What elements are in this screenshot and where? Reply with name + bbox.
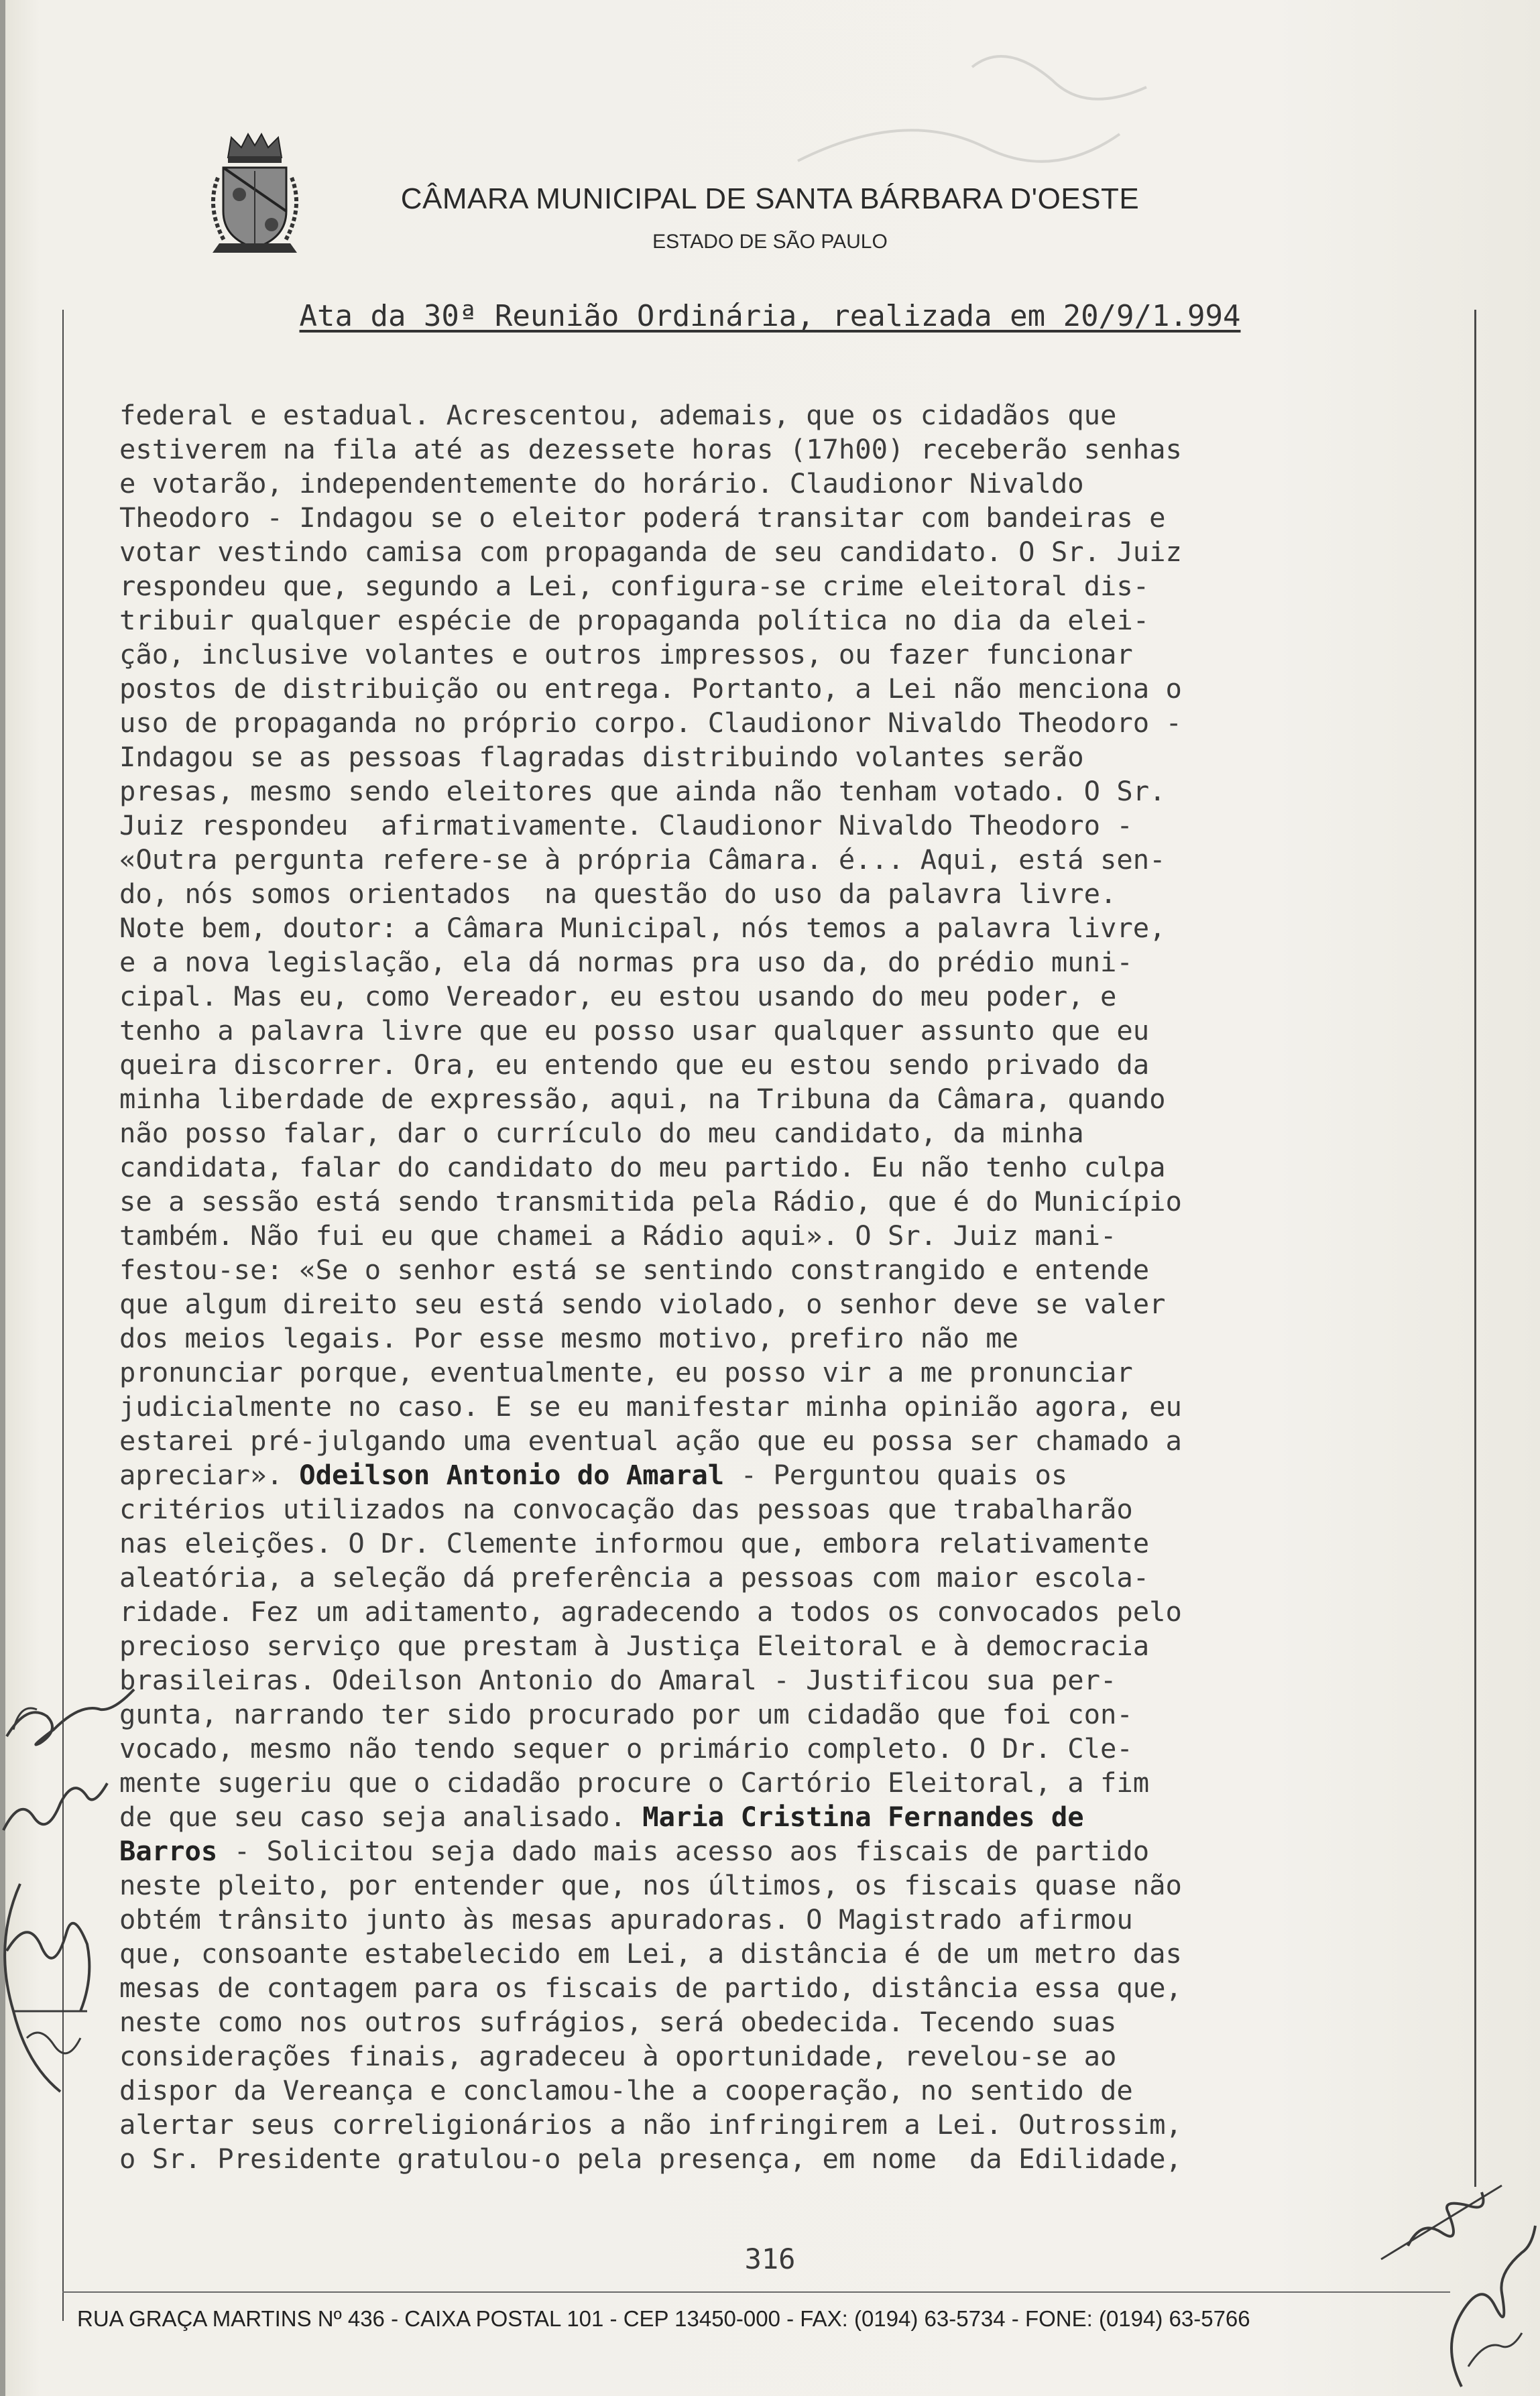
text-line [119, 638, 1459, 672]
text-line [119, 1048, 1459, 1082]
footer-address: RUA GRAÇA MARTINS Nº 436 - CAIXA POSTAL 101 - CEP 13450-000 - FAX: (0194) 63-5734 - FONE: (0194) 63-5766 [77, 2306, 1250, 2331]
text-line [119, 2074, 1459, 2108]
minutes-body [119, 398, 1459, 2176]
text-line [119, 1834, 1459, 1868]
text-segment: Juiz respondeu afirmativamente. Claudionor Nivaldo Theodoro - [119, 809, 1133, 841]
text-segment: presas, mesmo sendo eleitores que ainda não tenham votado. O Sr. [119, 775, 1166, 807]
text-line [119, 603, 1459, 638]
text-line [119, 1150, 1459, 1185]
text-segment: tenho a palavra livre que eu posso usar qualquer assunto que eu [119, 1014, 1150, 1046]
speaker-name: Odeilson Antonio do Amaral [299, 1459, 725, 1491]
text-line [119, 501, 1459, 535]
text-line [119, 1526, 1459, 1561]
text-segment: mente sugeriu que o cidadão procure o Cartório Eleitoral, a fim [119, 1766, 1150, 1799]
text-segment: alertar seus correligionários a não infringirem a Lei. Outrossim, [119, 2108, 1182, 2141]
text-segment: neste pleito, por entender que, nos últimos, os fiscais quase não [119, 1869, 1182, 1901]
text-line [119, 1937, 1459, 1971]
text-segment: Note bem, doutor: a Câmara Municipal, nós temos a palavra livre, [119, 912, 1166, 944]
text-line [119, 569, 1459, 603]
text-line [119, 1458, 1459, 1492]
text-segment: o Sr. Presidente gratulou-o pela presença, em nome da Edilidade, [119, 2143, 1182, 2175]
state-name: ESTADO DE SÃO PAULO [652, 231, 888, 253]
text-segment: e a nova legislação, ela dá normas pra uso da, do prédio muni- [119, 946, 1133, 978]
text-line [119, 1287, 1459, 1321]
text-line [119, 979, 1459, 1014]
text-segment: candidata, falar do candidato do meu partido. Eu não tenho culpa [119, 1151, 1166, 1183]
text-line [119, 808, 1459, 843]
text-line [119, 774, 1459, 808]
text-line [119, 1356, 1459, 1390]
text-line [119, 877, 1459, 911]
text-segment: também. Não fui eu que chamei a Rádio aqui». O Sr. Juiz mani- [119, 1219, 1117, 1252]
text-segment: obtém trânsito junto às mesas apuradoras. O Magistrado afirmou [119, 1903, 1133, 1935]
institution-name: CÂMARA MUNICIPAL DE SANTA BÁRBARA D'OESTE [400, 182, 1140, 215]
text-segment: ção, inclusive volantes e outros impressos, ou fazer funcionar [119, 638, 1133, 670]
text-line [119, 1800, 1459, 1834]
text-line [119, 2039, 1459, 2074]
text-segment: respondeu que, segundo a Lei, configura-se crime eleitoral dis- [119, 570, 1150, 602]
text-line [119, 1561, 1459, 1595]
text-line [119, 1082, 1459, 1116]
text-segment: aleatória, a seleção dá preferência a pessoas com maior escola- [119, 1561, 1150, 1594]
text-segment: dos meios legais. Por esse mesmo motivo, prefiro não me [119, 1322, 1019, 1354]
text-segment: cipal. Mas eu, como Vereador, eu estou usando do meu poder, e [119, 980, 1117, 1012]
text-segment: vocado, mesmo não tendo sequer o primário completo. O Dr. Cle- [119, 1732, 1133, 1764]
text-segment: - Solicitou seja dado mais acesso aos fiscais de partido [217, 1835, 1150, 1867]
text-segment: queira discorrer. Ora, eu entendo que eu estou sendo privado da [119, 1049, 1150, 1081]
show-through-marks-icon [771, 27, 1240, 295]
text-line [119, 2005, 1459, 2039]
text-line [119, 706, 1459, 740]
margin-line-right [1474, 310, 1476, 2187]
text-segment: pronunciar porque, eventualmente, eu posso vir a me pronunciar [119, 1356, 1133, 1388]
speaker-name: Barros [119, 1835, 218, 1867]
text-segment: mesas de contagem para os fiscais de partido, distância essa que, [119, 1972, 1182, 2004]
text-line [119, 1629, 1459, 1663]
text-segment: que, consoante estabelecido em Lei, a distância é de um metro das [119, 1937, 1182, 1970]
text-line [119, 467, 1459, 501]
text-line [119, 945, 1459, 979]
page-binding-edge [0, 0, 5, 2396]
text-line [119, 1766, 1459, 1800]
margin-line-bottom [62, 2291, 1450, 2293]
text-segment: «Outra pergunta refere-se à própria Câmara. é... Aqui, está sen- [119, 843, 1166, 876]
text-line [119, 1663, 1459, 1697]
text-segment: Indagou se as pessoas flagradas distribuindo volantes serão [119, 741, 1084, 773]
text-segment: considerações finais, agradeceu à oportunidade, revelou-se ao [119, 2040, 1117, 2072]
text-line [119, 1116, 1459, 1150]
text-line [119, 1732, 1459, 1766]
text-line [119, 740, 1459, 774]
text-line [119, 1492, 1459, 1526]
text-segment: nas eleições. O Dr. Clemente informou que, embora relativamente [119, 1527, 1150, 1559]
text-segment: apreciar». [119, 1459, 300, 1491]
text-segment: e votarão, independentemente do horário. Claudionor Nivaldo [119, 467, 1084, 499]
text-line [119, 1321, 1459, 1356]
text-line [119, 2142, 1459, 2176]
text-line [119, 1903, 1459, 1937]
text-line [119, 1253, 1459, 1287]
text-line [119, 1971, 1459, 2005]
text-segment: precioso serviço que prestam à Justiça Eleitoral e à democracia [119, 1630, 1150, 1662]
text-line [119, 1595, 1459, 1629]
text-segment: votar vestindo camisa com propaganda de seu candidato. O Sr. Juiz [119, 536, 1182, 568]
text-segment: judicialmente no caso. E se eu manifestar minha opinião agora, eu [119, 1390, 1182, 1423]
text-line [119, 1424, 1459, 1458]
minutes-title: Ata da 30ª Reunião Ordinária, realizada em 20/9/1.994 [299, 299, 1241, 333]
text-segment: estarei pré-julgando uma eventual ação que eu possa ser chamado a [119, 1425, 1182, 1457]
text-line [119, 1697, 1459, 1732]
text-line [119, 1219, 1459, 1253]
text-segment: se a sessão está sendo transmitida pela Rádio, que é do Município [119, 1185, 1182, 1217]
text-segment: gunta, narrando ter sido procurado por um cidadão que foi con- [119, 1698, 1133, 1730]
text-segment: brasileiras. Odeilson Antonio do Amaral - Justificou sua per- [119, 1664, 1117, 1696]
text-segment: que algum direito seu está sendo violado, o senhor deve se valer [119, 1288, 1166, 1320]
text-line [119, 843, 1459, 877]
text-segment: dispor da Vereança e conclamou-lhe a cooperação, no sentido de [119, 2074, 1133, 2106]
text-segment: uso de propaganda no próprio corpo. Claudionor Nivaldo Theodoro - [119, 707, 1182, 739]
speaker-name: Maria Cristina Fernandes de [642, 1801, 1084, 1833]
text-line [119, 911, 1459, 945]
text-segment: do, nós somos orientados na questão do uso da palavra livre. [119, 878, 1117, 910]
page-number: 316 [744, 2242, 796, 2275]
text-segment: - Perguntou quais os [724, 1459, 1068, 1491]
text-segment: minha liberdade de expressão, aqui, na Tribuna da Câmara, quando [119, 1083, 1166, 1115]
text-segment: de que seu caso seja analisado. [119, 1801, 643, 1833]
text-line [119, 1185, 1459, 1219]
text-segment: postos de distribuição ou entrega. Portanto, a Lei não menciona o [119, 672, 1182, 705]
text-line [119, 398, 1459, 432]
text-line [119, 1868, 1459, 1903]
text-segment: federal e estadual. Acrescentou, ademais, que os cidadãos que [119, 399, 1117, 431]
text-segment: neste como nos outros sufrágios, será obedecida. Tecendo suas [119, 2006, 1117, 2038]
text-line [119, 672, 1459, 706]
text-line [119, 1014, 1459, 1048]
text-segment: Theodoro - Indagou se o eleitor poderá transitar com bandeiras e [119, 501, 1166, 534]
margin-line-left [62, 310, 64, 2321]
text-line [119, 432, 1459, 467]
text-line [119, 535, 1459, 569]
text-segment: festou-se: «Se o senhor está se sentindo constrangido e entende [119, 1254, 1150, 1286]
text-line [119, 1390, 1459, 1424]
text-segment: tribuir qualquer espécie de propaganda política no dia da elei- [119, 604, 1150, 636]
text-line [119, 2108, 1459, 2142]
text-segment: critérios utilizados na convocação das pessoas que trabalharão [119, 1493, 1133, 1525]
text-segment: ridade. Fez um aditamento, agradecendo a todos os convocados pelo [119, 1596, 1182, 1628]
text-segment: não posso falar, dar o currículo do meu candidato, da minha [119, 1117, 1084, 1149]
text-segment: estiverem na fila até as dezessete horas (17h00) receberão senhas [119, 433, 1182, 465]
